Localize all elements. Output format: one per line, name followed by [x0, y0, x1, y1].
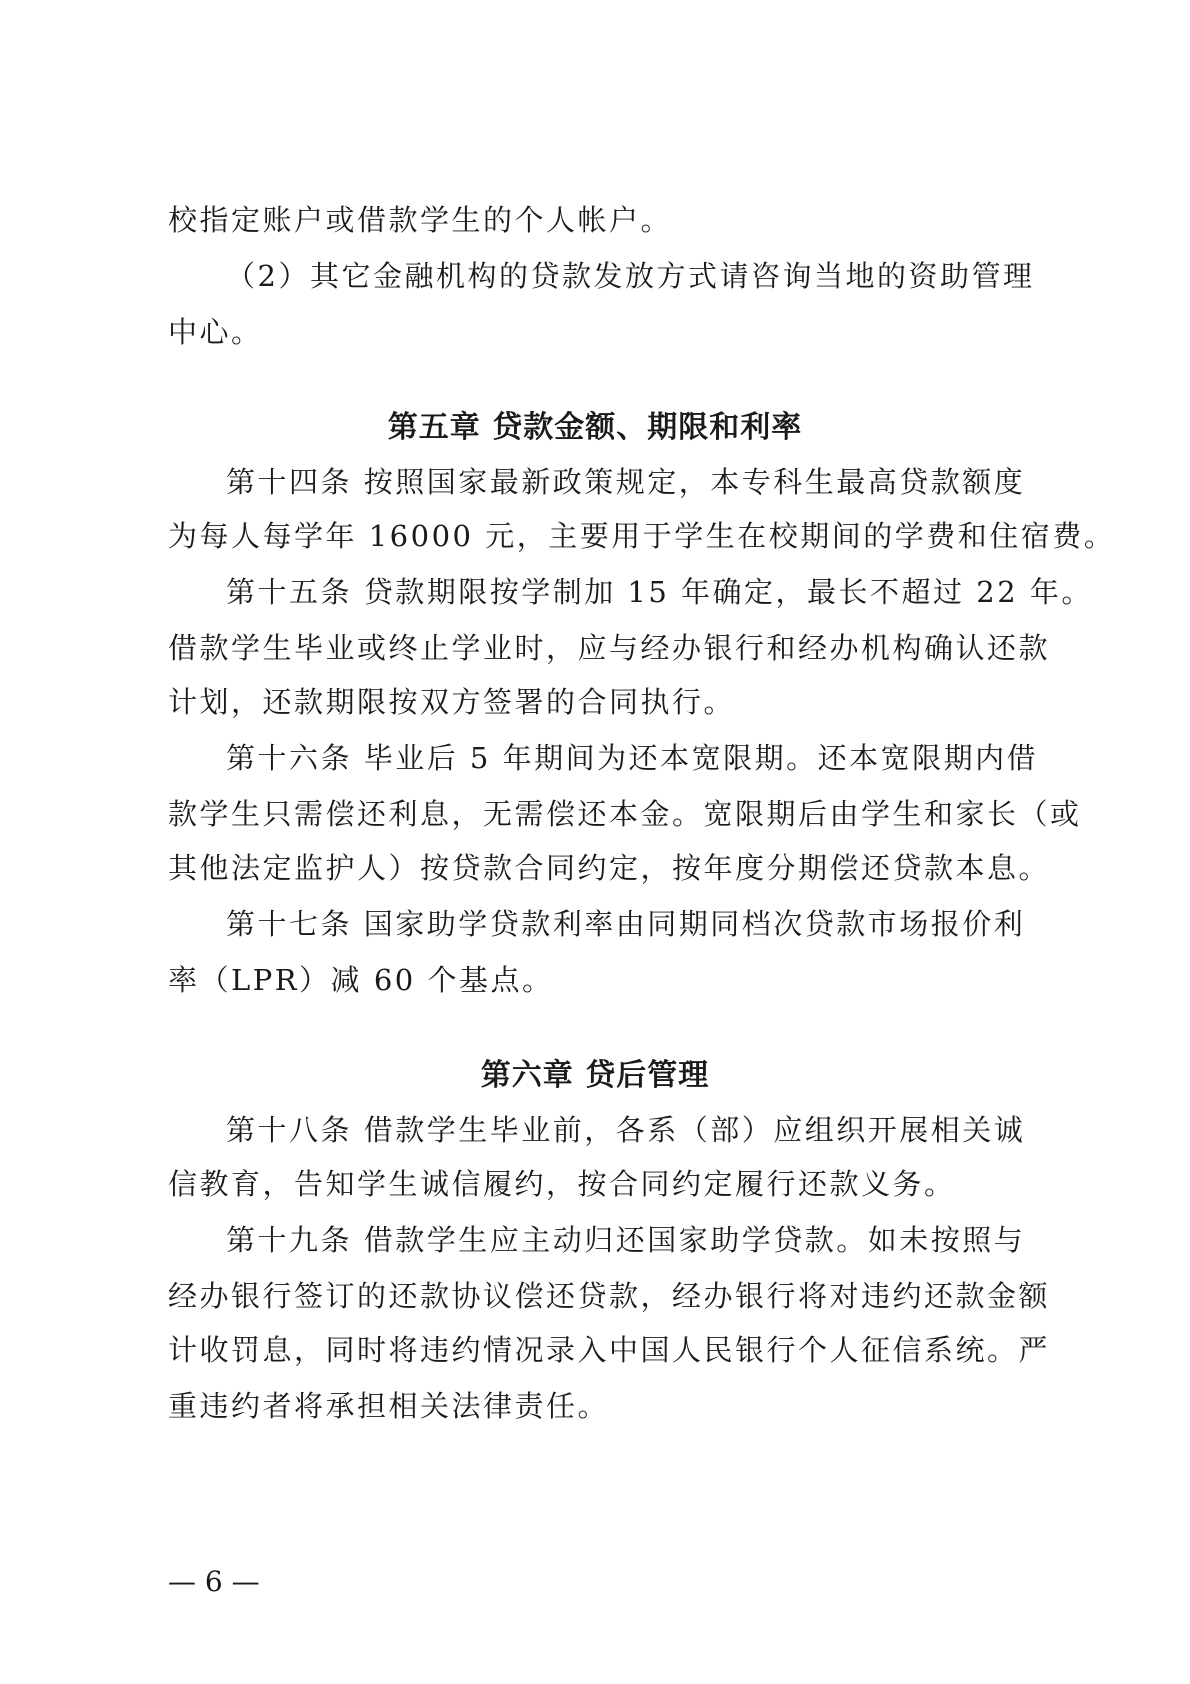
article-19-line: 重违约者将承担相关法律责任。 — [168, 1389, 610, 1423]
article-18-line: 第十八条 借款学生毕业前，各系（部）应组织开展相关诚 — [226, 1113, 1026, 1147]
paragraph-line: 校指定账户或借款学生的个人帐户。 — [168, 203, 673, 237]
article-15-line: 借款学生毕业或终止学业时，应与经办银行和经办机构确认还款 — [168, 631, 1051, 665]
article-19-line: 计收罚息，同时将违约情况录入中国人民银行个人征信系统。严 — [168, 1333, 1051, 1367]
article-15-line: 第十五条 贷款期限按学制加 15 年确定，最长不超过 22 年。 — [226, 575, 1093, 609]
article-16-line: 款学生只需偿还利息，无需偿还本金。宽限期后由学生和家长（或 — [168, 797, 1082, 831]
article-19-line: 经办银行签订的还款协议偿还贷款，经办银行将对违约还款金额 — [168, 1279, 1051, 1313]
article-17-line: 率（LPR）减 60 个基点。 — [168, 963, 554, 997]
article-14-line: 为每人每学年 16000 元，主要用于学生在校期间的学费和住宿费。 — [168, 519, 1116, 553]
chapter-heading: 第六章 贷后管理 — [480, 1058, 710, 1093]
article-16-line: 第十六条 毕业后 5 年期间为还本宽限期。还本宽限期内借 — [226, 741, 1039, 775]
page-number: — 6 — — [168, 1565, 260, 1598]
article-18-line: 信教育，告知学生诚信履约，按合同约定履行还款义务。 — [168, 1167, 956, 1201]
paragraph-line: 中心。 — [168, 315, 263, 349]
article-17-line: 第十七条 国家助学贷款利率由同期同档次贷款市场报价利 — [226, 907, 1026, 941]
paragraph-line: （2）其它金融机构的贷款发放方式请咨询当地的资助管理 — [226, 259, 1035, 293]
article-15-line: 计划，还款期限按双方签署的合同执行。 — [168, 685, 736, 719]
article-16-line: 其他法定监护人）按贷款合同约定，按年度分期偿还贷款本息。 — [168, 851, 1051, 885]
chapter-heading: 第五章 贷款金额、期限和利率 — [387, 410, 803, 445]
article-19-line: 第十九条 借款学生应主动归还国家助学贷款。如未按照与 — [226, 1223, 1026, 1257]
article-14-line: 第十四条 按照国家最新政策规定，本专科生最高贷款额度 — [226, 465, 1026, 499]
